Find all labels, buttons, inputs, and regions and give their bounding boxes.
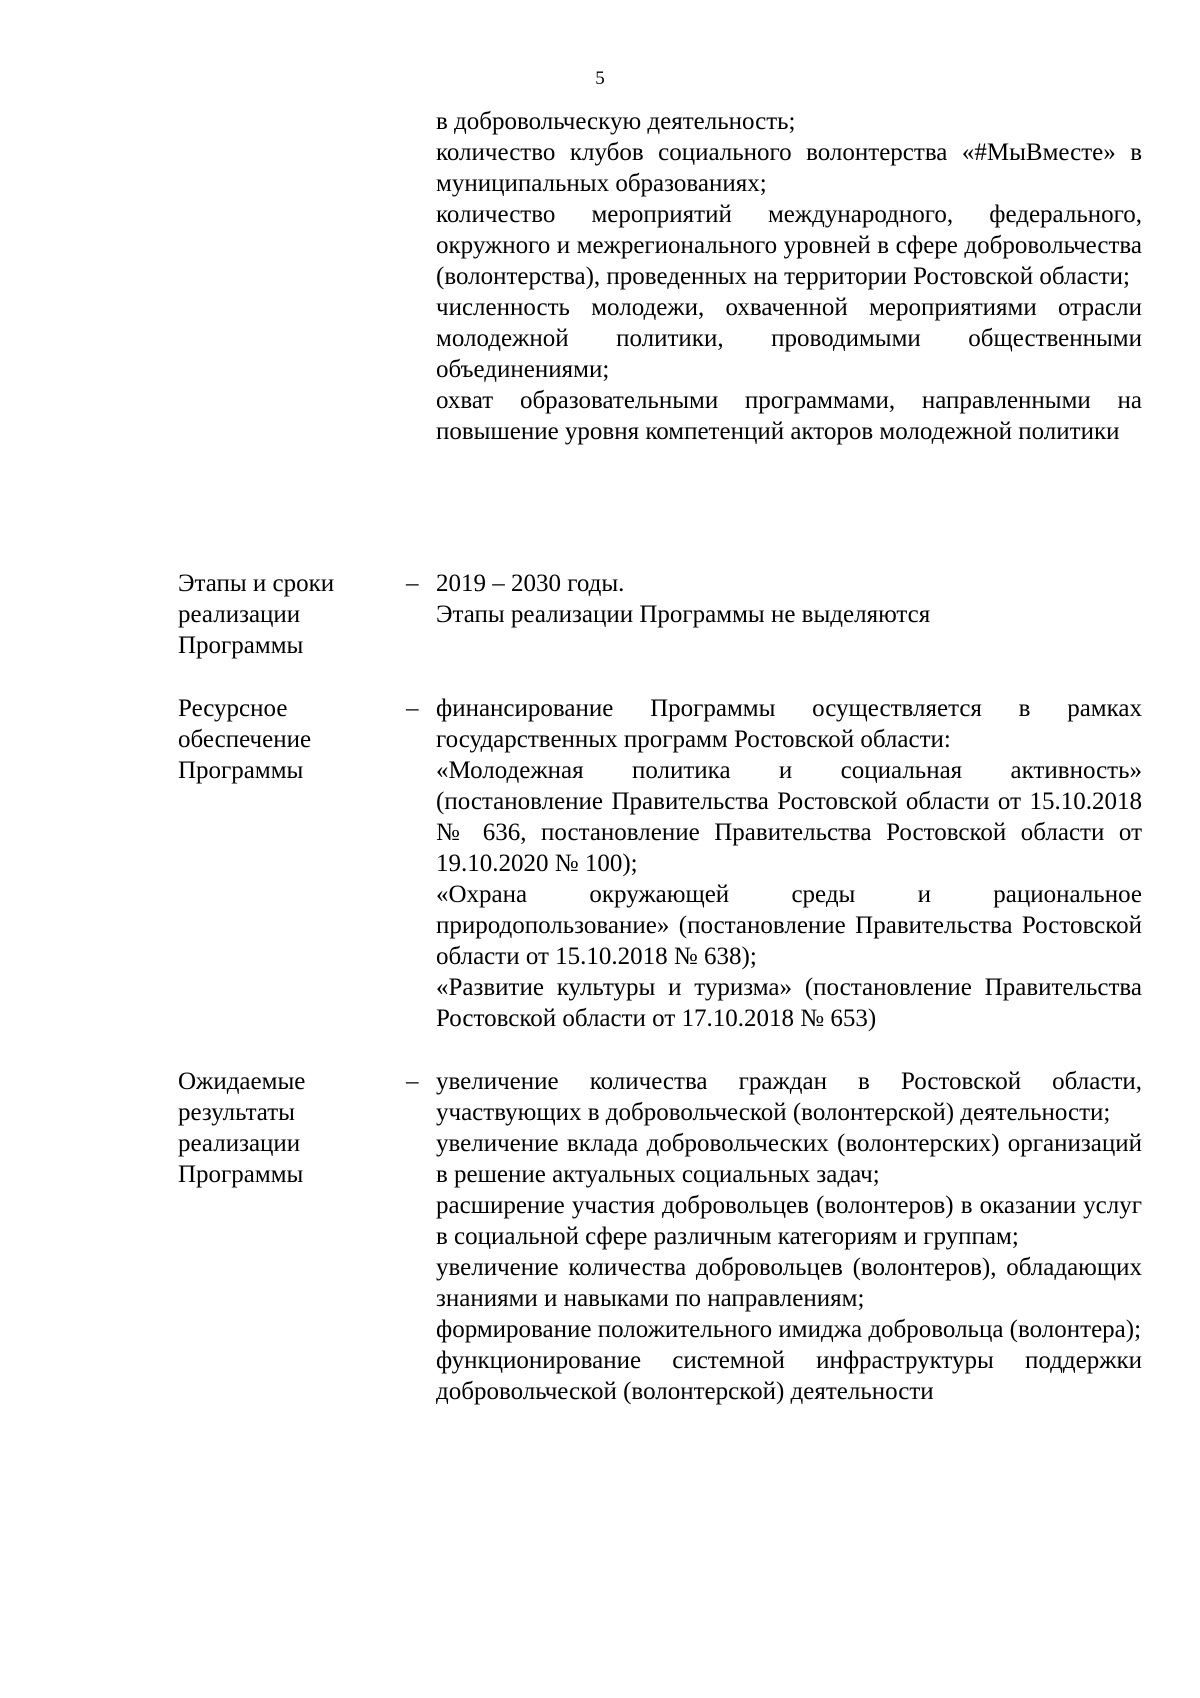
continuation-paragraph: в добровольческую деятельность; <box>436 108 796 135</box>
section-label-line: Этапы и сроки <box>178 570 335 597</box>
continuation-paragraph: количество мероприятий международного, федерального, окружного и межрегионального уровней в сфере добровольчества (волонтерства), проведенных на территории Ростовской области; <box>436 201 1142 290</box>
section-content <box>436 693 1142 1034</box>
section-label <box>178 693 378 786</box>
section-paragraph: 2019 – 2030 годы. <box>436 570 625 597</box>
section-paragraph: «Молодежная политика и социальная активность» (постановление Правительства Ростовской области от 15.10.2018 № 636, постановление Правительства Ростовской области от 19.10.2020 № 100); <box>436 757 1142 877</box>
section-label-line: Ресурсное <box>178 695 288 722</box>
section-label <box>178 1066 378 1190</box>
continuation-paragraph: численность молодежи, охваченной мероприятиями отрасли молодежной политики, проводимыми общественными объединениями; <box>436 294 1142 383</box>
section-paragraph: увеличение количества добровольцев (волонтеров), обладающих знаниями и навыками по направлениям; <box>436 1254 1142 1312</box>
section-paragraph: увеличение количества граждан в Ростовской области, участвующих в добровольческой (волонтерской) деятельности; <box>436 1068 1142 1126</box>
section-paragraph: финансирование Программы осуществляется в рамках государственных программ Ростовской области: <box>436 695 1142 753</box>
section-content <box>436 1066 1142 1407</box>
section-label-line: реализации <box>178 601 301 628</box>
continuation-paragraph: количество клубов социального волонтерства «#МыВместе» в муниципальных образованиях; <box>436 139 1142 197</box>
section-dash: – <box>406 1068 419 1095</box>
section-content <box>436 568 1142 630</box>
section-label-line: Ожидаемые <box>178 1068 306 1095</box>
section-paragraph: увеличение вклада добровольческих (волонтерских) организаций в решение актуальных социальных задач; <box>436 1130 1142 1188</box>
continuation-content <box>436 106 1142 447</box>
section-label-line: реализации <box>178 1130 301 1157</box>
section-paragraph: расширение участия добровольцев (волонтеров) в оказании услуг в социальной сфере различным категориям и группам; <box>436 1192 1142 1250</box>
section-dash: – <box>406 570 419 597</box>
continuation-paragraph: охват образовательными программами, направленными на повышение уровня компетенций акторов молодежной политики <box>436 387 1142 445</box>
section-paragraph: формирование положительного имиджа добровольца (волонтера); <box>436 1316 1142 1343</box>
page-number: 5 <box>595 68 605 89</box>
section-label-line: Программы <box>178 632 304 659</box>
section-paragraph: Этапы реализации Программы не выделяются <box>436 601 931 628</box>
section-paragraph: «Развитие культуры и туризма» (постановление Правительства Ростовской области от 17.10.2018 № 653) <box>436 974 1142 1032</box>
section-paragraph: «Охрана окружающей среды и рациональное природопользование» (постановление Правительства Ростовской области от 15.10.2018 № 638); <box>436 881 1142 970</box>
section-label-line: Программы <box>178 757 304 784</box>
section-label-line: Программы <box>178 1161 304 1188</box>
section-label <box>178 568 378 661</box>
section-label-line: результаты <box>178 1099 295 1126</box>
section-dash: – <box>406 695 419 722</box>
section-paragraph: функционирование системной инфраструктуры поддержки добровольческой (волонтерской) деятельности <box>436 1347 1142 1405</box>
section-label-line: обеспечение <box>178 726 312 753</box>
